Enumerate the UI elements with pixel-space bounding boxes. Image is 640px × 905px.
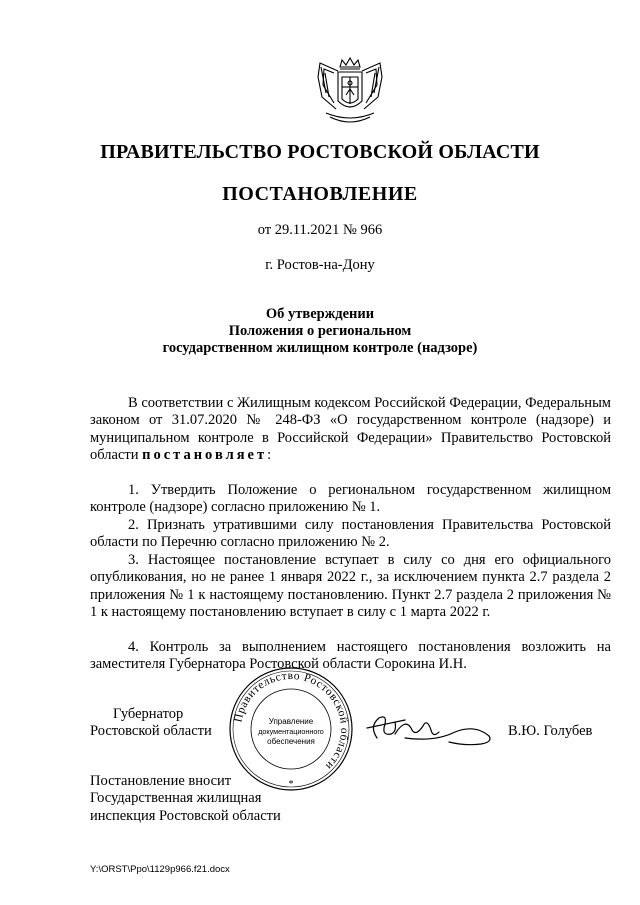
- item-1: 1. Утвердить Положение о региональном государственном жилищном контроле (надзоре) согласно приложению № 1.: [90, 482, 611, 516]
- submitter-line: Государственная жилищная: [90, 790, 262, 807]
- preamble-text: В соответствии с Жилищным кодексом Российской Федерации, Федеральным законом от 31.07.2020 № 248-ФЗ «О государственном контроле (надзоре) и муниципальном контроле в Российской Федерации» Правительство Ростовской области: [90, 395, 611, 464]
- document-type: ПОСТАНОВЛЕНИЕ: [222, 183, 418, 205]
- position-line: Губернатор: [113, 706, 184, 722]
- organization-name: ПРАВИТЕЛЬСТВО РОСТОВСКОЙ ОБЛАСТИ: [100, 141, 540, 163]
- coat-of-arms-icon: [312, 57, 388, 127]
- item-2: 2. Признать утратившими силу постановления Правительства Ростовской области по Перечню согласно приложению № 2.: [90, 517, 611, 551]
- stamp-star: *: [288, 779, 294, 790]
- signer-name: В.Ю. Голубев: [508, 723, 593, 739]
- title-line: государственном жилищном контроле (надзоре): [162, 340, 478, 356]
- title-line: Положения о региональном: [228, 323, 412, 339]
- title-line: Об утверждении: [265, 306, 375, 322]
- stamp-center-line: документационного: [258, 727, 324, 736]
- date-number: от 29.11.2021 № 966: [257, 222, 383, 238]
- submitter-line: Постановление вносит: [90, 773, 232, 789]
- decree-word: постановляет: [142, 447, 268, 464]
- stamp-center-line: Управление: [268, 717, 314, 726]
- city: г. Ростов-на-Дону: [265, 257, 375, 273]
- signer-position: [90, 706, 212, 741]
- signature-icon: [365, 708, 495, 750]
- stamp-center-line: обеспечения: [267, 737, 315, 746]
- position-line: Ростовской области: [90, 723, 212, 740]
- stamp-ring-text: Правительство Ростовской области: [232, 669, 351, 773]
- item-3: 3. Настоящее постановление вступает в силу со дня его официального опубликования, но не ранее 1 января 2022 г., за исключением пункта 2.7 раздела 2 приложения № 1 к настоящему постановлению. Пункт 2.7 раздела 2 приложения № 1 к настоящему постановлению вступает в силу с 1 марта 2022 г.: [90, 552, 611, 621]
- submitter-line: инспекция Ростовской области: [90, 807, 281, 824]
- document-title: [0, 306, 640, 357]
- item-4: 4. Контроль за выполнением настоящего постановления возложить на заместителя Губернатора Ростовской области Сорокина И.Н.: [90, 639, 611, 673]
- preamble-end: :: [267, 447, 272, 464]
- submitter-block: [90, 773, 281, 825]
- preamble-paragraph: [90, 395, 611, 465]
- file-path: Y:\ORST\Ppo\1129p966.f21.docx: [90, 864, 230, 875]
